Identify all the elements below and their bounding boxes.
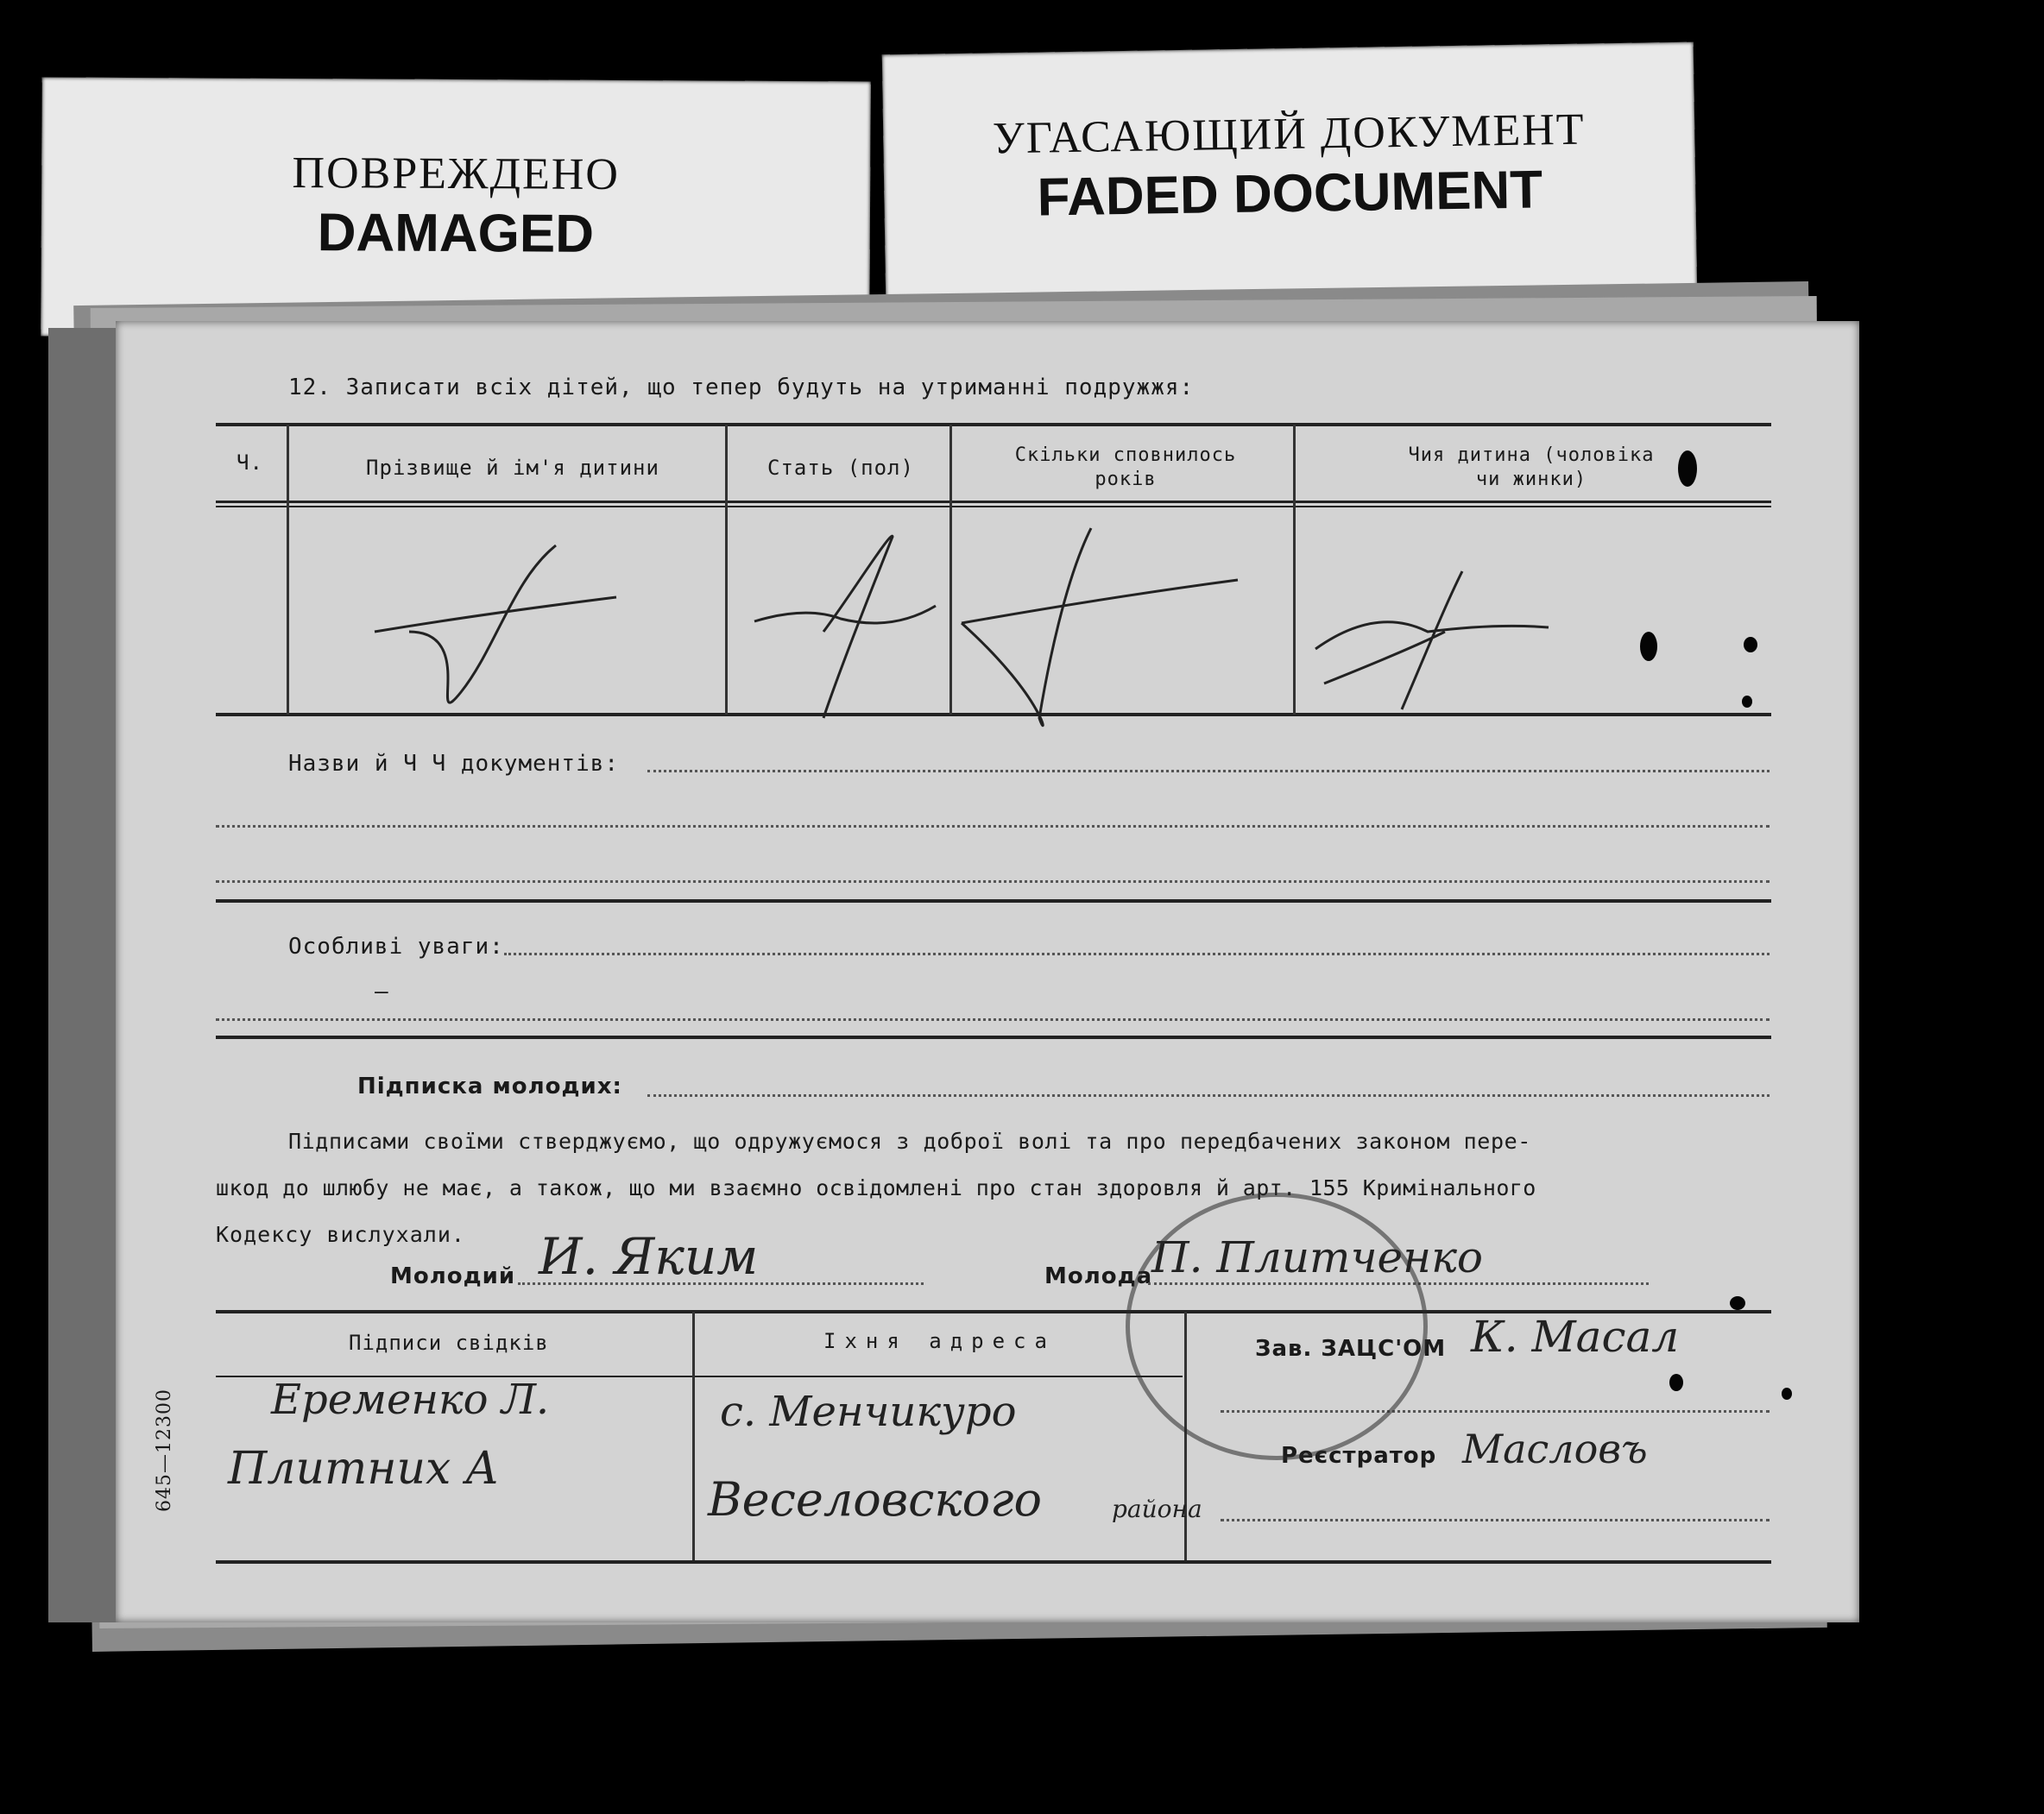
- notes-label: Особливі уваги:: [288, 934, 504, 960]
- form-page: [116, 321, 1859, 1622]
- damage-hole: [1744, 637, 1757, 652]
- damage-hole: [1669, 1374, 1683, 1391]
- col-header-num: Ч.: [237, 450, 263, 475]
- print-code: 645—12300: [154, 1389, 175, 1512]
- section-rule: [216, 899, 1771, 903]
- damage-hole: [1730, 1296, 1745, 1310]
- damage-hole: [1742, 696, 1752, 708]
- damaged-label-en: DAMAGED: [317, 203, 595, 264]
- address-line-2: Веселовского: [708, 1472, 1042, 1527]
- documents-line: [216, 825, 1770, 828]
- damaged-label-ru: ПОВРЕЖДЕНО: [292, 148, 621, 199]
- col-header-whose-line1: Чия дитина (чоловіка: [1408, 444, 1655, 466]
- section-rule: [216, 1036, 1771, 1039]
- pledge-title: Підписка молодих:: [357, 1074, 622, 1099]
- bottom-table-bottom-rule: [216, 1560, 1771, 1564]
- witness-signature-2: Плитних А: [228, 1443, 500, 1495]
- pledge-text-line2: шкод до шлюбу не має, а також, що ми взаємно освідомлені про стан здоровля й арт. 155 Кримінального: [216, 1175, 1536, 1200]
- notes-line: [216, 1018, 1770, 1021]
- documents-line: [216, 880, 1770, 883]
- faded-label-ru: УГАСАЮЩИЙ ДОКУМЕНТ: [992, 104, 1587, 164]
- pledge-line: [647, 1094, 1770, 1097]
- empty-row-flourishes: [116, 321, 1859, 770]
- registrar-label: Реєстратор: [1281, 1443, 1437, 1469]
- notes-value: –: [375, 979, 389, 1005]
- bottom-table-divider: [692, 1312, 695, 1562]
- section-12-title: 12. Записати всіх дітей, що тепер будуть на утриманні подружжя:: [288, 375, 1195, 400]
- documents-line: [647, 770, 1770, 772]
- col-header-name: Прізвище й ім'я дитини: [366, 456, 659, 480]
- damage-hole: [1678, 450, 1697, 487]
- address-line-1: с. Менчикуро: [720, 1388, 1017, 1436]
- bride-signature: П. Плитченко: [1151, 1232, 1484, 1282]
- registrar-signature: Масловъ: [1462, 1426, 1648, 1472]
- col-header-age-line2: років: [1095, 469, 1157, 490]
- groom-label: Молодий: [390, 1263, 516, 1289]
- documents-label: Назви й Ч Ч документів:: [288, 751, 620, 777]
- bride-label: Молода: [1044, 1263, 1153, 1289]
- damage-hole: [1640, 632, 1657, 661]
- registrar-signature-line: [1221, 1519, 1770, 1521]
- notes-line: [504, 953, 1770, 955]
- head-signature: К. Масал: [1471, 1312, 1680, 1362]
- pledge-text-line1: Підписами своїми стверджуємо, що одружуємося з доброї волі та про передбачених законом пере-: [288, 1129, 1531, 1154]
- head-label: Зав. ЗАЦС'ОМ: [1255, 1336, 1447, 1362]
- address-line-3: района: [1112, 1495, 1202, 1523]
- address-header: Іхня адреса: [823, 1329, 1056, 1353]
- faded-label-en: FADED DOCUMENT: [1037, 160, 1543, 228]
- col-header-whose-line2: чи жинки): [1475, 469, 1587, 490]
- damage-hole: [1782, 1388, 1792, 1400]
- groom-signature: И. Яким: [539, 1227, 759, 1286]
- col-header-age-line1: Скільки сповнилось: [1014, 444, 1237, 466]
- witnesses-header: Підписи свідків: [349, 1331, 549, 1355]
- col-header-sex: Стать (пол): [767, 456, 914, 480]
- official-stamp: [1126, 1193, 1428, 1460]
- witness-signature-1: Еременко Л.: [271, 1376, 550, 1424]
- faded-tab: [882, 42, 1697, 305]
- pledge-text-line3: Кодексу вислухали.: [216, 1222, 465, 1247]
